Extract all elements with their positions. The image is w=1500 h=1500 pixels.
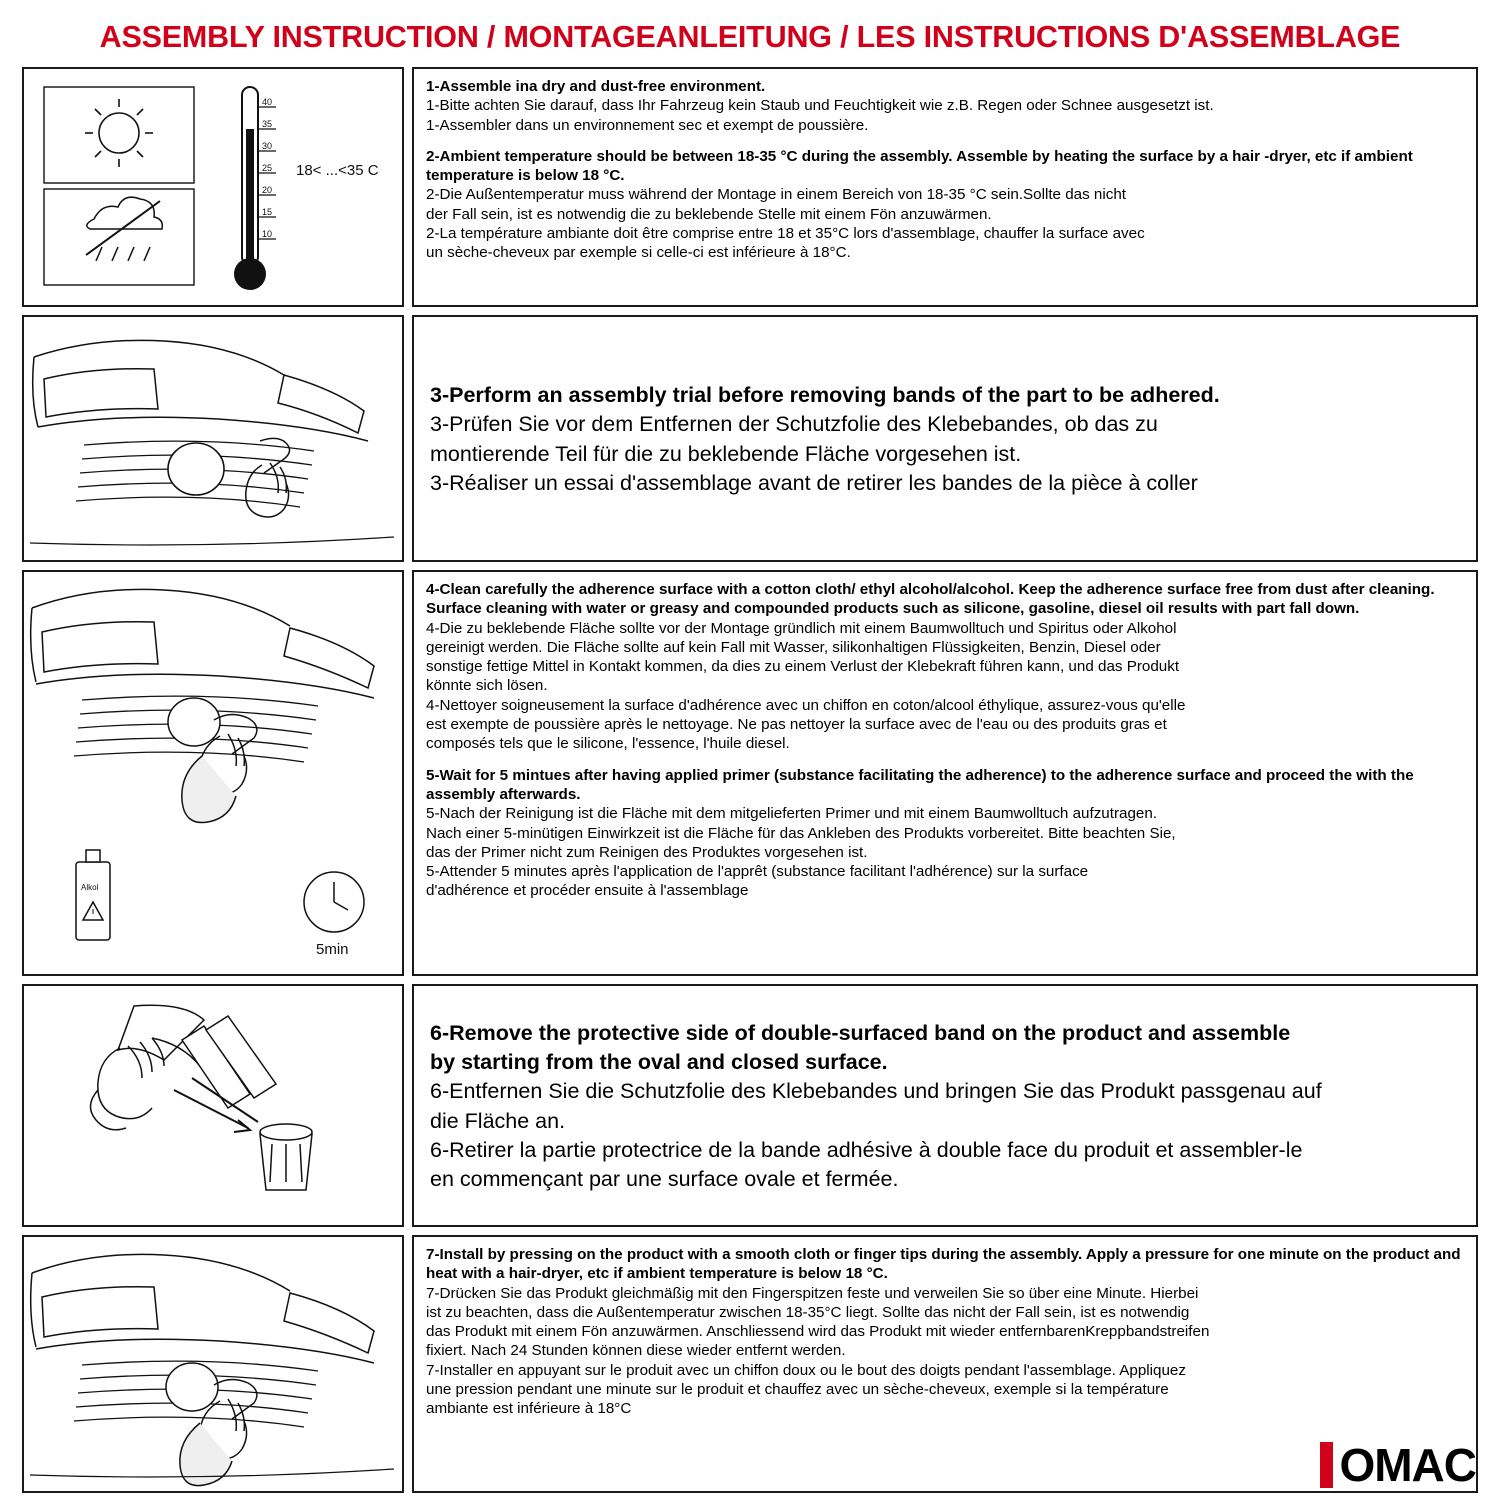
brand-name: OMAC — [1339, 1439, 1476, 1491]
step2-fr-a: 2-La température ambiante doit être comprise entre 18 et 35°C lors d'assemblage, chauffer la surface avec — [426, 225, 1145, 243]
step5-de-b: Nach einer 5-minütigen Einwirkzeit ist die Fläche für das Ankleben des Produkts vorbereitet. Bitte beachten Sie, — [426, 824, 1176, 842]
step7-de-a: 7-Drücken Sie das Produkt gleichmäßig mit den Fingerspitzen feste und verweilen Sie so über eine Minute. Hierbei — [426, 1284, 1199, 1302]
step1-en: 1-Assemble ina dry and dust-free environment. — [426, 78, 766, 95]
step4-de-d: könnte sich lösen. — [426, 677, 548, 695]
step7-en: 7-Install by pressing on the product with a smooth cloth or finger tips during the assembly. Apply a pressure for one minute on the product and heat with a hair-dryer, etc if ambient temperature is below 18 °C. — [426, 1246, 1461, 1283]
step7-fr-b: une pression pendant une minute sur le produit et chauffez avec un sèche-cheveux, exemple si la température — [426, 1381, 1169, 1399]
step2-de-b: der Fall sein, ist es notwendig die zu beklebende Stelle mit einem Fön anzuwärmen. — [426, 205, 992, 223]
step3-fr: 3-Réaliser un essai d'assemblage avant de retirer les bandes de la pièce à coller — [430, 470, 1198, 495]
svg-text:30: 30 — [262, 141, 273, 151]
step4-fr-b: est exempte de poussière après le nettoyage. Ne pas nettoyer la surface avec de l'eau ou des produits gras et — [426, 716, 1167, 734]
step4-fr-c: composés tels que le silicone, l'essence, l'huile diesel. — [426, 735, 790, 753]
svg-text:40: 40 — [262, 97, 273, 107]
step6-en-a: 6-Remove the protective side of double-surfaced band on the product and assemble — [430, 1020, 1291, 1045]
svg-text:Alkol: Alkol — [81, 883, 99, 892]
step5-en: 5-Wait for 5 mintues after having applied primer (substance facilitating the adherence) to the adherence surface and proceed the with the assembly afterwards. — [426, 766, 1414, 803]
step7-de-d: fixiert. Nach 24 Stunden können diese wieder entfernt werden. — [426, 1342, 846, 1360]
step5-de-a: 5-Nach der Reinigung ist die Fläche mit dem mitgelieferten Primer und mit einem Baumwolltuch aufzutragen. — [426, 805, 1158, 823]
instruction-rows — [22, 67, 1478, 1493]
svg-text:10: 10 — [262, 229, 273, 239]
step5-fr-a: 5-Attender 5 minutes après l'application de l'apprêt (substance facilitant l'adhérence) sur la surface — [426, 863, 1089, 881]
step7-de-c: das Produkt mit einem Fön anzuwärmen. Anschliessend wird das Produkt mit wieder entfernbarenKreppbandstreifen — [426, 1323, 1210, 1341]
step2-fr-b: un sèche-cheveux par exemple si celle-ci est inférieure à 18°C. — [426, 244, 851, 262]
remove-protective-film-icon — [24, 986, 402, 1225]
text-step-1-2 — [412, 67, 1478, 307]
step4-de-c: sonstige fettige Mittel in Kontakt kommen, da dies zu einem Verlust der Klebekraft führen kann, und das Produkt — [426, 658, 1180, 676]
step1-de: 1-Bitte achten Sie darauf, dass Ihr Fahrzeug kein Staub und Feuchtigkeit wie z.B. Regen oder Schnee ausgesetzt ist. — [426, 97, 1214, 115]
clean-surface-with-alcohol-icon — [24, 572, 402, 974]
brand-accent-bar — [1320, 1442, 1333, 1488]
illustration-step-1-2 — [22, 67, 404, 307]
step6-fr-b: en commençant par une surface ovale et fermée. — [430, 1166, 899, 1191]
svg-text:25: 25 — [262, 163, 273, 173]
illustration-step-7 — [22, 1235, 404, 1493]
step2-de-a: 2-Die Außentemperatur muss während der Montage in einem Bereich von 18-35 °C sein.Sollte das nicht — [426, 186, 1127, 204]
car-front-trial-fit-icon — [24, 317, 402, 560]
step7-fr-c: ambiante est inférieure à 18°C — [426, 1400, 632, 1418]
step1-fr: 1-Assembler dans un environnement sec et exempt de poussière. — [426, 116, 869, 134]
step6-fr-a: 6-Retirer la partie protectrice de la bande adhésive à double face du produit et assembler-le — [430, 1137, 1303, 1162]
step6-de-b: die Fläche an. — [430, 1108, 566, 1133]
illustration-step-6 — [22, 984, 404, 1227]
step2-en: 2-Ambient temperature should be between 18-35 °C during the assembly. Assemble by heating the surface by a hair -dryer, etc if ambient temperature is below 18 °C. — [426, 147, 1413, 185]
step4-fr-a: 4-Nettoyer soigneusement la surface d'adhérence avec un chiffon en coton/alcool éthylique, assurez-vous qu'elle — [426, 696, 1186, 714]
illustration-step-4-5 — [22, 570, 404, 976]
step6-en-b: by starting from the oval and closed surface. — [430, 1050, 888, 1075]
page-title: ASSEMBLY INSTRUCTION / MONTAGEANLEITUNG / LES INSTRUCTIONS D'ASSEMBLAGE — [99, 20, 1401, 54]
svg-text:20: 20 — [262, 185, 273, 195]
instruction-row-2 — [22, 315, 1478, 562]
text-step-3 — [412, 315, 1478, 562]
svg-text:35: 35 — [262, 119, 273, 129]
step7-de-b: ist zu beachten, dass die Außentemperatur zwischen 18-35°C liegt. Sollte das nicht der Fall sein, ist es notwendig — [426, 1303, 1190, 1321]
step4-en: 4-Clean carefully the adherence surface with a cotton cloth/ ethyl alcohol/alcohol. Keep the adherence surface free from dust after cleaning. Surface cleaning with water or greasy and compounded products such as silicone, gasoline, diesel oil results with part fall down. — [426, 581, 1435, 618]
step3-de-a: 3-Prüfen Sie vor dem Entfernen der Schutzfolie des Klebebandes, ob das zu — [430, 412, 1158, 437]
svg-text:15: 15 — [262, 207, 273, 217]
temperature-range-label: 18< ...<35 C — [296, 162, 379, 179]
step4-de-a: 4-Die zu beklebende Fläche sollte vor der Montage gründlich mit einem Baumwolltuch und Spiritus oder Alkohol — [426, 619, 1177, 637]
instruction-row-1 — [22, 67, 1478, 307]
step5-fr-b: d'adhérence et procéder ensuite à l'assemblage — [426, 882, 749, 900]
step4-de-b: gereinigt werden. Die Fläche sollte auf kein Fall mit Wasser, silikonhaltigen Flüssigkeiten, Benzin, Diesel oder — [426, 638, 1161, 656]
dry-environment-and-thermometer-icon — [24, 69, 402, 305]
brand-logo — [1320, 1438, 1476, 1492]
step3-en: 3-Perform an assembly trial before removing bands of the part to be adhered. — [430, 383, 1220, 408]
instruction-row-5 — [22, 1235, 1478, 1493]
clock-label: 5min — [316, 941, 349, 958]
illustration-step-3 — [22, 315, 404, 562]
step7-fr-a: 7-Installer en appuyant sur le produit avec un chiffon doux ou le bout des doigts pendant l'assemblage. Appliquez — [426, 1361, 1186, 1379]
text-step-6 — [412, 984, 1478, 1227]
instruction-row-3 — [22, 570, 1478, 976]
text-step-7 — [412, 1235, 1478, 1493]
step6-de-a: 6-Entfernen Sie die Schutzfolie des Klebebandes und bringen Sie das Produkt passgenau auf — [430, 1079, 1322, 1104]
press-product-with-fingers-icon — [24, 1237, 402, 1491]
text-step-4-5 — [412, 570, 1478, 976]
step3-de-b: montierende Teil für die zu beklebende Fläche vorgesehen ist. — [430, 441, 1022, 466]
instruction-row-4 — [22, 984, 1478, 1227]
step5-de-c: das der Primer nicht zum Reinigen des Produktes vorgesehen ist. — [426, 843, 868, 861]
